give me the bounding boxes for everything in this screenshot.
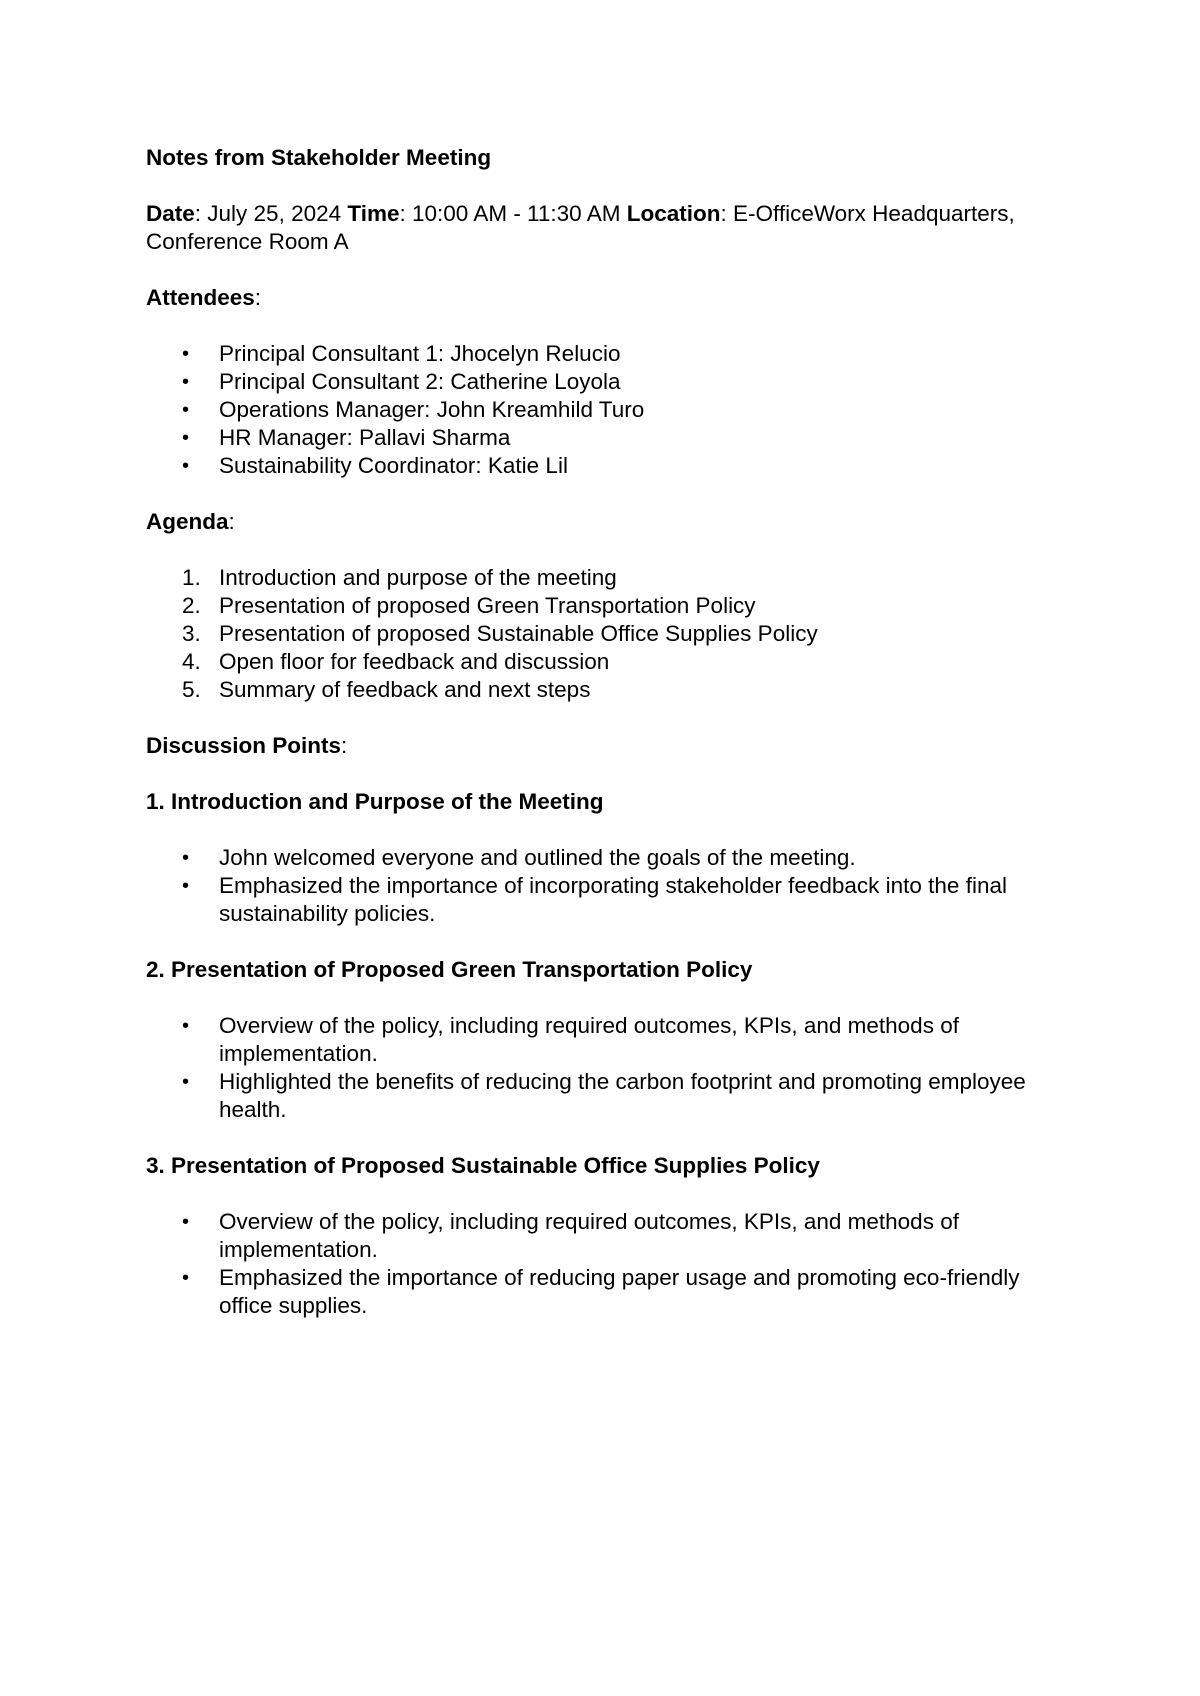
list-number: 5. [182, 677, 201, 702]
list-number: 3. [182, 621, 201, 646]
date-value: : July 25, 2024 [194, 201, 348, 226]
section-heading: 3. Presentation of Proposed Sustainable Office Supplies Policy [146, 1153, 820, 1178]
date-label: Date [146, 201, 195, 226]
list-number: 4. [182, 649, 201, 674]
list-item: • HR Manager: Pallavi Sharma [182, 425, 511, 450]
bullet-marker: • [182, 343, 190, 365]
attendees-heading: Attendees: [146, 285, 262, 310]
list-item: • Operations Manager: John Kreamhild Turo [182, 397, 645, 422]
list-item: • Overview of the policy, including required outcomes, KPIs, and methods of implementation. [182, 1013, 959, 1066]
document-page [146, 144, 1046, 1320]
bullet-marker: • [182, 1211, 190, 1233]
bullet-marker: • [182, 427, 190, 449]
bullet-marker: • [182, 455, 190, 477]
bullet-marker: • [182, 847, 190, 869]
list-item: 5. Summary of feedback and next steps [182, 677, 591, 702]
list-item: • John welcomed everyone and outlined the goals of the meeting. [182, 845, 856, 870]
list-item: • Emphasized the importance of incorporating stakeholder feedback into the final sustainability policies. [182, 873, 1007, 926]
section-points [146, 1012, 1046, 1124]
document-title: Notes from Stakeholder Meeting [146, 145, 492, 170]
bullet-marker: • [182, 1015, 190, 1037]
bullet-marker: • [182, 371, 190, 393]
list-item: 2. Presentation of proposed Green Transportation Policy [182, 593, 756, 618]
location-value: : E-OfficeWorx Headquarters, Conference Room A [146, 201, 1015, 254]
section-points [146, 1208, 1046, 1320]
bullet-marker: • [182, 399, 190, 421]
section-heading: 2. Presentation of Proposed Green Transportation Policy [146, 957, 753, 982]
location-label: Location [626, 201, 721, 226]
list-item: • Sustainability Coordinator: Katie Lil [182, 453, 568, 478]
list-item: • Highlighted the benefits of reducing the carbon footprint and promoting employee health. [182, 1069, 1026, 1122]
list-number: 1. [182, 565, 201, 590]
list-item: • Principal Consultant 1: Jhocelyn Relucio [182, 341, 621, 366]
bullet-marker: • [182, 875, 190, 897]
list-item: 3. Presentation of proposed Sustainable Office Supplies Policy [182, 621, 818, 646]
list-item: • Principal Consultant 2: Catherine Loyola [182, 369, 621, 394]
bullet-marker: • [182, 1071, 190, 1093]
meeting-details [146, 200, 1046, 256]
time-value: : 10:00 AM - 11:30 AM [399, 201, 627, 226]
agenda-list [146, 564, 1046, 704]
agenda-heading: Agenda: [146, 509, 235, 534]
list-item: 4. Open floor for feedback and discussion [182, 649, 610, 674]
discussion-heading: Discussion Points: [146, 733, 348, 758]
list-number: 2. [182, 593, 201, 618]
list-item: • Emphasized the importance of reducing paper usage and promoting eco-friendly office supplies. [182, 1265, 1020, 1318]
time-label: Time [347, 201, 400, 226]
bullet-marker: • [182, 1267, 190, 1289]
section-points [146, 844, 1046, 928]
section-heading: 1. Introduction and Purpose of the Meeting [146, 789, 604, 814]
list-item: 1. Introduction and purpose of the meeting [182, 565, 617, 590]
attendees-list [146, 340, 1046, 480]
list-item: • Overview of the policy, including required outcomes, KPIs, and methods of implementation. [182, 1209, 959, 1262]
